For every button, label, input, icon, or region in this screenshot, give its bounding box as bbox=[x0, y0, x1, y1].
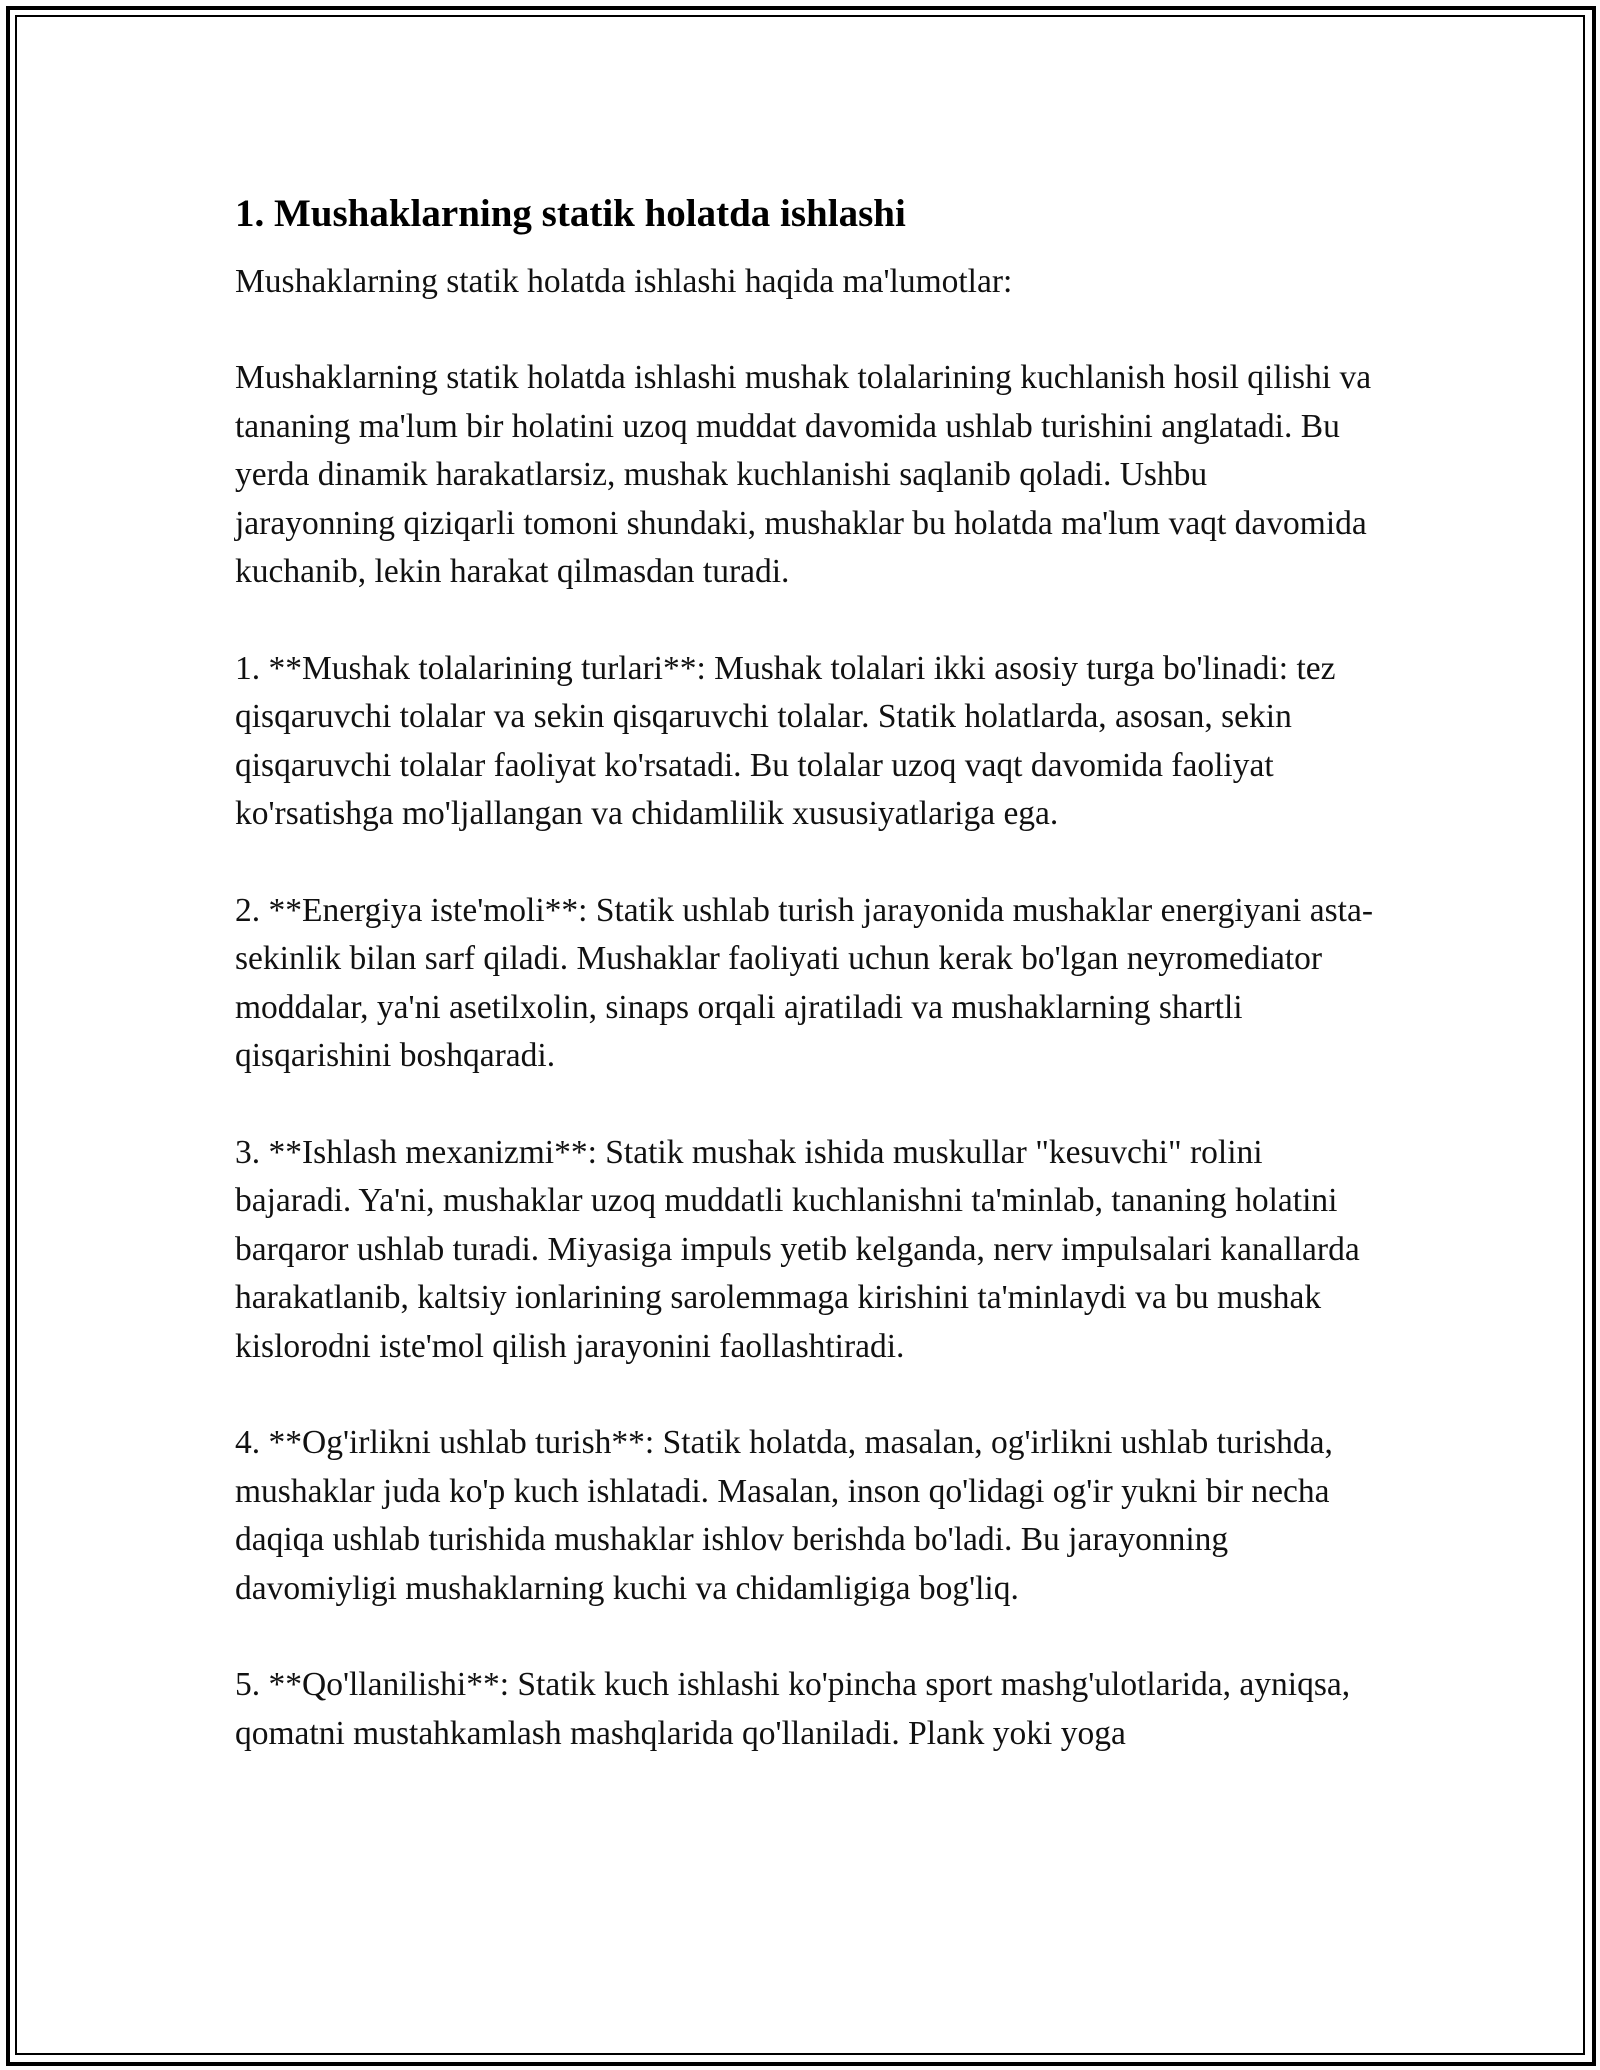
document-title: 1. Mushaklarning statik holatda ishlashi bbox=[235, 192, 906, 235]
paragraph-holding-weight: 4. **Og'irlikni ushlab turish**: Statik holatda, masalan, og'irlikni ushlab turishda, mushaklar juda ko'p kuch ishlatadi. Masalan, inson qo'lidagi og'ir yukni bir necha daqiqa ushlab turishida mushaklar ishlov berishda bo'ladi. Bu jarayonning davomiyligi mushaklarning kuchi va chidamligiga bog'liq. bbox=[235, 1424, 1333, 1607]
paragraph-energy-use: 2. **Energiya iste'moli**: Statik ushlab turish jarayonida mushaklar energiyani asta-sekinlik bilan sarf qiladi. Mushaklar faoliyati uchun kerak bo'lgan neyromediator moddalar, ya'ni asetilxolin, sinaps orqali ajratiladi va mushaklarning shartli qisqarishini boshqaradi. bbox=[235, 891, 1373, 1074]
document-body bbox=[235, 180, 1375, 1758]
paragraph-applications: 5. **Qo'llanilishi**: Statik kuch ishlashi ko'pincha sport mashg'ulotlarida, ayniqsa, qomatni mustahkamlash mashqlarida qo'llaniladi. Plank yoki yoga bbox=[235, 1666, 1351, 1752]
paragraph-mechanism: 3. **Ishlash mexanizmi**: Statik mushak ishida muskullar "kesuvchi" rolini bajaradi. Ya'ni, mushaklar uzoq muddatli kuchlanishni ta'minlab, tananing holatini barqaror ushlab turadi. Miyasiga impuls yetib kelganda, nerv impulsalari kanallarda harakatlanib, kaltsiy ionlarining sarolemmaga kirishini ta'minlaydi va bu mushak kislorodni iste'mol qilish jarayonini faollashtiradi. bbox=[235, 1133, 1360, 1365]
paragraph-fiber-types: 1. **Mushak tolalarining turlari**: Mushak tolalari ikki asosiy turga bo'linadi: tez qisqaruvchi tolalar va sekin qisqaruvchi tolalar. Statik holatlarda, asosan, sekin qisqaruvchi tolalar faoliyat ko'rsatadi. Bu tolalar uzoq vaqt davomida faoliyat ko'rsatishga mo'ljallangan va chidamlilik xususiyatlariga ega. bbox=[235, 649, 1336, 832]
intro-text: Mushaklarning statik holatda ishlashi haqida ma'lumotlar: bbox=[235, 263, 1013, 300]
paragraph-overview: Mushaklarning statik holatda ishlashi mushak tolalarining kuchlanish hosil qilishi va tananing ma'lum bir holatini uzoq muddat davomida ushlab turishini anglatadi. Bu yerda dinamik harakatlarsiz, mushak kuchlanishi saqlanib qoladi. Ushbu jarayonning qiziqarli tomoni shundaki, mushaklar bu holatda ma'lum vaqt davomida kuchanib, lekin harakat qilmasdan turadi. bbox=[235, 359, 1372, 590]
